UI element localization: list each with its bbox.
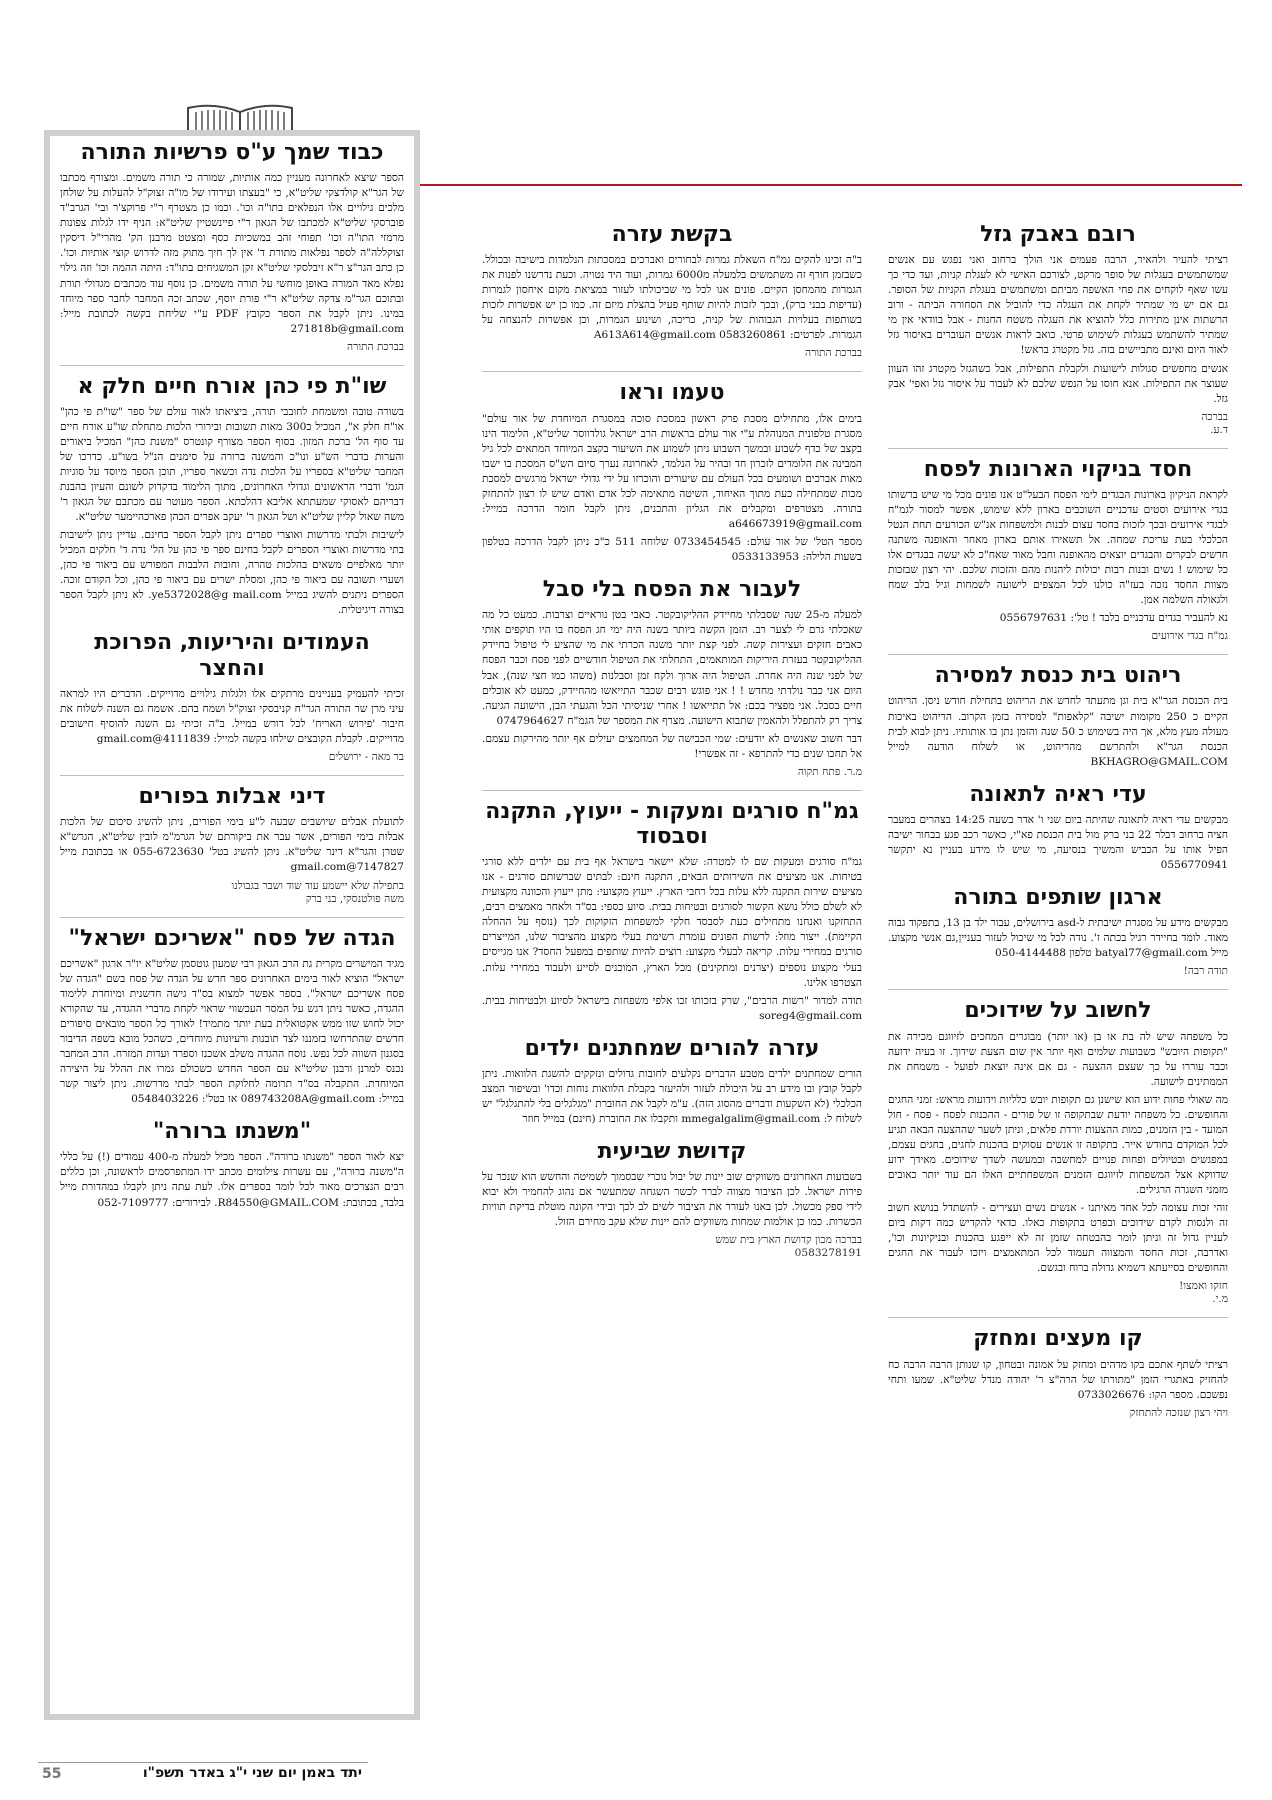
top-red-rule bbox=[380, 184, 1242, 186]
divider bbox=[888, 654, 1228, 655]
page-footer bbox=[38, 1762, 368, 1783]
article-signature: ויהי רצון שנזכה להתחזק bbox=[1129, 1406, 1228, 1419]
article-paragraph: זכיתי להעמיק בעניינים מרתקים אלו ולגלות גילויים מדוייקים. הדברים היו למראה עיני מרן שר התורה הגר"ח קניבסקי זצוק"ל ושמח בהם. אשמח גם השנה לשלוח את חיבור 'פירוש האריח' לכל דורש במייל. ב"ה זכיתי גם השנה להוסיף חישובים מדוייקים. לקבלת הקובצים שילחו בקשה למייל: 4111839@gmail.com bbox=[60, 687, 404, 746]
divider bbox=[482, 790, 862, 791]
article-paragraph: בשבועות האחרונים משווקים שוב יינות של יבול נוכרי שבסמוך לשמיטה והחשש הוא שנכר על פירות ישראל. לכן הציבור מצווה לברר לכשר השגחה שמתעשר אם נהוג להחמיר ולא יבוא לידי ספק מכשול. לכן באנו לעורר את הציבור לשים לב לכך ובידי הקונה מוטלת בדיקת תוויות הכשרות. כמו כן אולמות שמחות משווקים להם יינות שלא עקב מחירם הזול. bbox=[482, 1171, 862, 1229]
article-signature: בברכה bbox=[1201, 410, 1228, 423]
article bbox=[482, 222, 862, 359]
issue-info: יתד באמן יום שני י"ג באדר תשפ"ו bbox=[142, 1765, 362, 1781]
article-signature: בתפילה שלא יישמע עוד שוד ושבר בגבולנו bbox=[231, 879, 404, 892]
article-signature: בברכה מכון קדושת הארץ בית שמש bbox=[715, 1234, 862, 1247]
article bbox=[482, 799, 862, 1024]
article-title: כבוד שמך ע"ס פרשיות התורה bbox=[80, 140, 384, 165]
article-paragraph: רציתי לשתף אתכם בקו מדהים ומחזק על אמונה ובטחון, קו שנותן הרבה הרבה כח להחזיק באתגרי הזמן "מתורתו של הרה"צ ר' יהודה מנדל שליט"א. שמעו ותחי נפשכם. מספר הקו: 0733026676 bbox=[888, 1358, 1228, 1401]
article-title: ארגון שותפים בתורה bbox=[953, 885, 1163, 911]
article-paragraph: מגיד המישרים מקרית גת הרב הגאון רבי שמעון גוטסמן שליט"א יו"ר ארגון "אשריכם ישראל" הוציא לאור בימים האחרונים ספר חדש על הגדה של פסח בשם "הגדה של פסח אשריכם ישראל". בספר אפשר למצוא בס"ד גישה חדשנית ומיוחדת ללימוד ההגדה, כאשר ניתן דגש על המסר העכשווי שראוי לקחת מדברי ההגדה, עד שהקורא יכול לחוש שזו ממש אקטואלית בעת יותר מתמיד! לאורך כל הספר מובאים סיפורים חדשים שהתרחשו בזמננו לצד תובנות ורעיונות מיוחדים, כשהכל מובא בשפה הדיבור בסגנון השווה לכל נפש. נוסח ההגדה משלב אשכנז וספרד ועדות המזרח. הרב המחבר נכנס למרנן ורבנן שליט"א עם הספר החדש כשכולם גמרו את ההלל על היצירה המיוחדת. התקבלה בס"ד תרומה לחלוקת הספר לבתי מדרשות. ניתן ליצור קשר במייל: 089743208A@gmail.com או בטל': 0548403226 bbox=[60, 957, 404, 1106]
article-title: "משנתו ברורה" bbox=[152, 1119, 312, 1145]
article-title: חסד בניקוי הארונות לפסח bbox=[923, 456, 1193, 482]
article-paragraph: ב"ה זכינו להקים גמ"ח השאלת גמרות לבחורים ואברכים במסכתות הנלמדות בישיבה ובכולל. כשבזמן חורף זה משתמשים בלמעלה מ6000 גמרות, ועוד היד נטויה. וכעת נדרשנו לפנות את הגמרות מהמחסן הקיים. פונים אנו לכל מי שביכולתו לעזור במציאת מקום איחסון לגמרות (עדיפות בבני ברק), ובכך לזכות להיות שותף פעיל בהצלת מיזם זה. כמו כן יש אפשרות לזכות בשותפות בעלויות הגבוהות של קניה, כריכה, ושינוע הגמרות, וכן אפשרות להנצחה על הגמרות. לפרטים: A613A614@gmail.com 0583260861 bbox=[482, 254, 862, 342]
divider bbox=[60, 917, 404, 918]
article-paragraph: זוהי זכות עצומה לכל אחד מאיתנו - אנשים נשים ועצירים - להשתדל בנושא חשוב זה ולנסות לקדם שידוכים ובפרט בתקופות כאלו. כדאי להקדיש כמה דקות ביום לעניין גדול זה וניתן לומר בהבטחה שזמן זה לא ייפגע בהכנות ובניקיונות וכו', ואדרבה, זכות החסד והמצווה תעמוד לכל המתאמצים ויזכו לעבור את החגים והחופשים בסייעתא דשמיא גדולה ברוח ובגשם. bbox=[888, 1202, 1228, 1275]
divider bbox=[60, 365, 404, 366]
divider bbox=[888, 1317, 1228, 1318]
article-title: דיני אבלות בפורים bbox=[138, 784, 326, 810]
article-paragraph: תודה למדור "רשות הרבים", שרק בזכותו זכו אלפי משפחות בישראל לסיוע ולבטיחות בבית. soreg4@gmail.com bbox=[482, 994, 862, 1022]
divider bbox=[482, 371, 862, 372]
left-boxed-column bbox=[44, 130, 420, 1720]
article-signature: בברכת התורה bbox=[347, 340, 404, 353]
article bbox=[482, 380, 862, 565]
article-title: עדי ראיה לתאונה bbox=[969, 781, 1147, 807]
article-title: בקשת עזרה bbox=[611, 222, 733, 247]
article-paragraph: בימים אלו, מתחילים מסכת פרק ראשון במסכת סוכה במסגרת המיוחדת של אור עולם" מסגרת טלפונית המנוהלת ע"י אור עולם בראשות הרב ישראל גולדווסר שליט"א, הלימוד הינו בקצב של כדף לשבוע ובמשך השבוע ניתן לשמוע את השיעור בקצב המיוחד המתאים לכל גיל המבינה את הלומדים לזכרון חד ובהיר על הנלמד, לאחרונה נערך סיום הש"ס המסכת בו ישבו מאות אברכים ושומעים בכל העולם עם שיעורים והוכרזו על ידי גדולי ישראל מרגשים למסכת מכות שמתחילה כעת מתוך האיחוד, השיטה מתאימה לכל אדם ואדם שיש לו רצון להתחזק בתורה. מצטרפים ומקבלים את הגליון והתכנים, ניתן לקבל חומר הדרכה במייל: a646673919@gmail.com bbox=[482, 412, 862, 530]
article-title: שו"ת פי כהן אורח חיים חלק א bbox=[77, 373, 387, 399]
article-signature: בברכת התורה bbox=[805, 347, 862, 360]
article bbox=[60, 374, 404, 619]
right-column bbox=[888, 218, 1228, 1690]
article-paragraph: למעלה מ-25 שנה שסבלתי מחיידק ההליקובקטר. כאבי בטן נוראיים וצרבות. כמעט כל מה שאכלתי גרם לי לצער רב. הזמן הקשה ביותר בשנה היה ימי חג הפסח בו היו תוקפים אותי כאבים חזקים ועצירות קשה. לפני קצת יותר משנה הכרתי את מי שהציע לי טיפול בחיידק ההליקובקטר בעזרת היריקות המותאמים, התחלתי את הטיפול חודשיים לפני פסח וכבר הפסח של לפני שנה היה אחרת. הטיפול היה ארוך ולקח זמן וסבלנות (משהו כמו חצי שנה), אבל היום אני כבר נולדתי מחדש ! ! אני פוגש רבים שכבר התייאשו מהחיידק, כמעט לא אוכלים חיים בסבל. אני מפציר בכם: אל תתייאשו ! אחרי שניסיתי הכל והגעתי הבן, הישועה הגיעה. צריך רק להתפלל ולהאמין שתבוא הישועה. מצרף את המספר של הגמ"ח 0747964627 bbox=[482, 609, 862, 727]
article bbox=[888, 782, 1228, 873]
article-signature: תודה רבה! bbox=[1183, 965, 1228, 978]
article-paragraph: לישיבות ולבתי מדרשות ואוצרי ספרים ניתן לקבל הספר בחינם. עדיין ניתן לישיבות בתי מדרשות ואוצרי הספרים לקבל בחינם ספר פי כהן על הל' נדה ד' חלקים המכיל יותר מאלפיים משאים בהלכות טהרה, וחובות הלבבות המפורש עם ביאור פי כהן, ושערי תשובה עם ביאור פי כהן, ומסלת ישרים עם ביאור פי כהן, וכל הקודם זוכה. הספרים ניתנים להשיג במייל ye5372028@g mail.com. לא ניתן לקבל הספר בצורה דיגיטלית. bbox=[60, 529, 404, 617]
article-paragraph: מה שאולי פחות ידוע הוא שישנן גם תקופות יובש כלליות וידועות מראש: זמני החגים והחופשים. כל משפחה יודעת שבתקופה זו של פורים - ההכנות לפסח - פסח - חול המועד - בין הזמנים, כמות ההצעות יורדת פלאים, וניתן לשער שההצעה הבאה תגיע לכל המוקדם בחודש אייר. בתקופה זו אנשים עסוקים בהכנות לחגים, בחגים עצמם, במפגשים ובטיולים ופחות פנויים למחשבה ובמעשה לשדך שידוכים. מאידך ידוע שדווקא אצל המשפחות לזיווגם הזמנים המשפחתיים האלו הם עוד יותר כאובים מזמני השגרה הרגילים. bbox=[888, 1093, 1228, 1197]
article-paragraph: הורים שמחתנים ילדים מטבע הדברים נקלעים לחובות גדולים ונזקקים להשגת הלוואות. ניתן לקבל קובץ ובו מידע רב על היכולת לעזור ולהיעזר בקבלת הלוואות נוחות וכדו' ובשיפור המצב הכלכלי (לא השקעות ודברים מהסוג הזה). ע"מ לקבל את החוברת "מגלגלים בלי להתגלגל" יש לשלוח ל: mmegalgalim@gmail.com ותקבלו את החוברת (חינם) במייל חוזר bbox=[482, 1067, 862, 1126]
article-paragraph: יצא לאור הספר "משנתו ברורה". הספר מכיל למעלה מ-400 עמודים (!) על כללי ה"משנה ברורה", עם עשרות צילומים מכתב ידו המתפרסמים לראשונה, וכן כללים רבים הנצרכים מאוד לכל לומד בספרים אלו. לעת עתה ניתן לקבלו במהדורת מייל בלבד, בכתובת: R84550@GMAIL.COM. לבירורים: 052-7109777 bbox=[60, 1151, 404, 1209]
article bbox=[60, 1119, 404, 1210]
article-title: לעבור את הפסח בלי סבל bbox=[542, 577, 802, 603]
article-title: גמ"ח סורגים ומעקות - ייעוץ, התקנה וסבסוד bbox=[485, 798, 859, 849]
article-signature: מ.ר. פתח תקוה bbox=[797, 765, 862, 778]
article-paragraph: מבקשים מידע על מסגרת ישיבתית ל-asd בירושלים, עבור ילד בן 13, בתפקוד גבוה מאוד. לומד בחיידר רגיל בכתה ז'. נודה לכל מי שיכול לעזור בעניין,גם אנשי מקצוע. מייל batyal77@gmail.com טלפון 050-4144488 bbox=[888, 917, 1228, 960]
article-signature: חזקו ואמצו! bbox=[1179, 1280, 1228, 1293]
article bbox=[60, 630, 404, 763]
article bbox=[482, 1139, 862, 1259]
article-title: טעמו וראו bbox=[619, 380, 725, 406]
article-title: לחשוב על שידוכים bbox=[964, 998, 1152, 1024]
article bbox=[60, 926, 404, 1108]
article-signature: משה פולטנסקי, בני ברק bbox=[305, 892, 404, 905]
article-paragraph: גמ"ח סורגים ומעקות שם לו למטרה: שלא יישאר בישראל אף בית עם ילדים ללא סורגי בטיחות. אנו מציעים את השירותים הבאים, התקנה חינם: לבתים שברשותם סורגים - אנו מציעים שירות התקנה ללא עלות בכל רחבי הארץ. ייעוץ מקצועי: מתן ייעוץ והכוונה מקצועית לא לשלם כולל נושא הקשור לסורגים ובטיחות בבית. סיוע כספי: בס"ד ולאחר מאמצים רבים, התחזקנו ואנחנו מתחילים כעת לסבסד חלקי למשפחות הזקוקות לכך (נוסף על ההחלה הקיימת). ייצור מוזל: לרשות הפונים עומדת רשימת בעלי מקצוע מהציבור שלנו, המייצרים סורגים במחירי עלות. קריאה לבעלי מקצוע: רוצים להיות שותפים במפעל החסד? אנו מגייסים בעלי מקצוע נוספים (יצרנים ומתקינים) מכל הארץ, המוכנים לסייע ולעבוד במחירי עלות. הצטרפו אלינו. bbox=[482, 856, 862, 989]
article-title: הגדה של פסח "אשריכם ישראל" bbox=[68, 925, 396, 951]
article bbox=[60, 784, 404, 904]
article bbox=[888, 457, 1228, 643]
article-signature: ד.ע. bbox=[1210, 423, 1228, 436]
article-paragraph: אנשים מחפשים סגולות לישועות ולקבלת התפילות, אבל כשהגזל מקטרג זהו העוון שעוצר את התפילות. אנא חוסו על הנפש שלכם לא לעבור על איסור גזל ואפי' אבק גזל. bbox=[888, 362, 1228, 405]
article-paragraph: כל משפחה שיש לה בת או בן (או יותר) מבוגרים המחכים לזיווגם מכירה את "תקופות היובש" כשבועות שלמים ואף יותר אין שום הצעת שידוך. זו בעיה ידועה וכבר עוררו על כך שעצם ההצעה - גם אם אינה יוצאת לפועל - משמחת את הממתינים לישועה. bbox=[888, 1030, 1228, 1088]
article-signature: מ.י. bbox=[1212, 1293, 1228, 1306]
article-title: עזרה להורים שמחתנים ילדים bbox=[524, 1035, 820, 1061]
article bbox=[60, 140, 404, 353]
article-paragraph: מבקשים עדי ראיה לתאונה שהיתה ביום שני ו' אדר בשעה 14:25 בצהרים במעבר חציה ברחוב דבלר 22 בני ברק מול בית הכנסת פא"י, כאשר רכב פגע בבחור ישיבה הפיל אותו על הכביש והמשיך בנסיעה, מי שיש לו מידע בעניין נא יתקשר 0556770941 bbox=[888, 813, 1228, 872]
article-paragraph: בשורה טובה ומשמחת לחובבי תורה, ביציאתו לאור עולם של ספר "שו"ת פי כהן" או"ח חלק א", המכיל כ300 מאות תשובות ובירורי הלכות מתחלת שו"ע אורח חיים עד סוף הל' ברכת המזון. בסוף הספר מצורף קונטרס "משנת כהן" המכיל ביאורים והערות בדברי הש"ע ונו"כ והמשנה ברורה על סימנים הנ"ל בשו"ע. כדרכו של המחבר שליט"א בספריו על הלכות נדה וכשאר ספריו, תוכן הספר מיוסד על סוגיות הגמ' ודברי הראשונים וגדולי האחרונים, מתוך הלימוד בדקדוק לשונם והעיון בהבנת דבריהם לאסוקי שמעתתא אליבא דהלכתא. הספר מעוטר עם מכתבם של הגאון ר' משה שאול קליין שליט"א ושל הגאון ר' יעקב אפרים הכהן פארכהיימער שליט"א. bbox=[60, 405, 404, 524]
article-title: רובם באבק גזל bbox=[980, 222, 1136, 247]
article-title: קו מעצים ומחזק bbox=[973, 1326, 1143, 1352]
article bbox=[888, 885, 1228, 977]
article-signature: בר מאה - ירושלים bbox=[328, 751, 404, 764]
article bbox=[888, 222, 1228, 436]
article bbox=[888, 663, 1228, 769]
article-paragraph: מספר הטל' של אור עולם: 0733454545 שלוחה 511 כ"כ ניתן לקבל הדרכה בטלפון בשעות הלילה: 0533133953 bbox=[482, 536, 862, 564]
divider bbox=[888, 989, 1228, 990]
article-paragraph: לקראת הניקיון בארונות הבגדים לימי הפסח הבעל"ט אנו פונים מכל מי שיש ברשותו בגדי אירועים וסטים עדכניים השוכבים בארון ללא שימוש, אפשר למסור לגמ"ח לבגדי אירועים ובכך לזכות בחסד עצום לבנות ולמשפחות אנ"ש הכורעים תחת הנטל הכלכלי בעת עריכת שמחה. אל תשאירו אותם בארון מאחר והאופנה משתנה חדשים לבקרים והבגדים יוצאים מהאופנה וחבל מאוד שאח"כ לא יעשה בבגדים אלו כל שימוש ! נשים ובנות רבות יכולות ליהנות מהם והזכות שלכם. יהי רצון שבזכות מצוות החסד נזכה בעז"ה כולנו לכל המצפים לישועה לשמחות וגיל בלב שמח ולגאולה השלמה אמן. bbox=[888, 488, 1228, 607]
article-title: העמודים והיריעות, הפרוכת והחצר bbox=[94, 630, 370, 681]
article-signature: גמ"ח בגדי אירועים bbox=[1151, 630, 1228, 643]
article bbox=[888, 998, 1228, 1305]
article-signature: 0583278191 bbox=[794, 1247, 862, 1260]
divider bbox=[888, 448, 1228, 449]
page-number: 55 bbox=[42, 1766, 62, 1782]
article bbox=[482, 1036, 862, 1127]
article-title: קדושת שביעית bbox=[597, 1139, 747, 1165]
middle-column bbox=[482, 218, 862, 1690]
article-paragraph: רציתי להעיר ולהאיר, הרבה פעמים אני הולך ברחוב ואני נפגש עם אנשים שמשתמשים בעגלות של סופר מרקט, לצורכם האישי לא לעגלת קניות, ועד כדי כך עשו שאף לוקחים את פחי האשפה מביתם ומשתמשים בעגלת הקניות של הסופר. גם אם יש מי שמתיר לקחת את העגלה כדי להוביל את הסחורה הביתה - ורוב הרשתות אינן מתירות כלל להוציא את העגלה משטח החנות - אבל בוודאי אין מי שמתיר להשתמש בעגלות לשימוש פרטי. כואב לראות אנשים העוברים באיסור גזל לאור היום ואינם מתביישים בזה. גזל מקטרג בראש! bbox=[888, 254, 1228, 357]
article bbox=[888, 1326, 1228, 1418]
article-paragraph: נא להעביר בגדים עדכניים בלבד ! טל': 0556797631 bbox=[999, 612, 1228, 625]
article-paragraph: הספר שיצא לאחרונה מעניין כמה אותיות, שמורה כי תורה משמים. ומצורף מכתבו של הגר"א קולדצקי שליט"א, כי "בעצתו ועידודו של מו"ה זצוק"ל להעלות על שולחן מלכים גילויים אלו הנפלאים בתו"ה וכו'. וכמו כן מצטרף ר"י פרוקצ'ר ובי' הגרב"ד פוברסקי שליט"א למכתבו של הגאון ר"י פיינשטיין שליט"א: הניף ידו לגלות צפונות מרמזי התו"ה וכו' תפוחי זהב במשכיות כסף ומצטט מרבנן הק' מהרי"ל דיסקין זצוקללה"ה לספר נפלאות מתורת ד' אין לך חיך מתוק מזה לדרוש קוצי אותיות וכו'. כן כתב הגר"צ ר"א זיבלסקי שליט"א זקן המשגיחים בתו"ד: היתה ההמה וכו' וזה גילוי נפלא מאד המורה באופן מוחשי על תורה משמים. כן נוסף עוד מכתבים מגדולי תורת ובתוכם הגר"מ צדקה שליט"א ר"י פורת יוסף, שכתב זכה המחבר לחבר ספר מיוחד במינו. ניתן לקבל את הספר כקובץ PDF ע"י שליחת בקשה לכתובת מייל: 271818b@gmail.com bbox=[60, 172, 404, 335]
article bbox=[482, 577, 862, 778]
article-paragraph: דבר חשוב שאנשים לא יודעים: שמי הכבישה של המחמצים יעילים אף יותר מהירקות עצמם. אל תחכו שנים כדי להתרפא - זה אפשרי! bbox=[482, 732, 862, 760]
article-paragraph: לתועלת אבלים שיושבים שבעה ל"ע בימי הפורים, ניתן להשיג סיכום של הלכות אבלות בימי הפורים, אשר עבר את ביקורתם של הגרמ"מ לובין שליט"א, הגרש"א שטרן והגר"א דינר שליט"א. ניתן להשיג בטל' 055-6723630 או בכתובת מייל 7147827@gmail.com bbox=[60, 816, 404, 874]
divider bbox=[60, 775, 404, 776]
article-title: ריהוט בית כנסת למסירה bbox=[934, 663, 1182, 689]
article-paragraph: בית הכנסת הגר"א בית וגן מתעתד לחדש את הריהוט בתחילת חודש ניסן. הריהוט הקיים כ 250 מקומות ישיבה "קלאפות" למסירה בזמן הקרוב. הריהוט באיכות מעולה מעץ מלא, אך היה בשימוש כ 50 שנה והזמן נתן בו אותותיו. ניתן לבוא לבית הכנסת הגר"א ולהתרשם מהריהוט, או לשלוח הודעה למייל BKHAGRO@GMAIL.COM bbox=[888, 695, 1228, 768]
